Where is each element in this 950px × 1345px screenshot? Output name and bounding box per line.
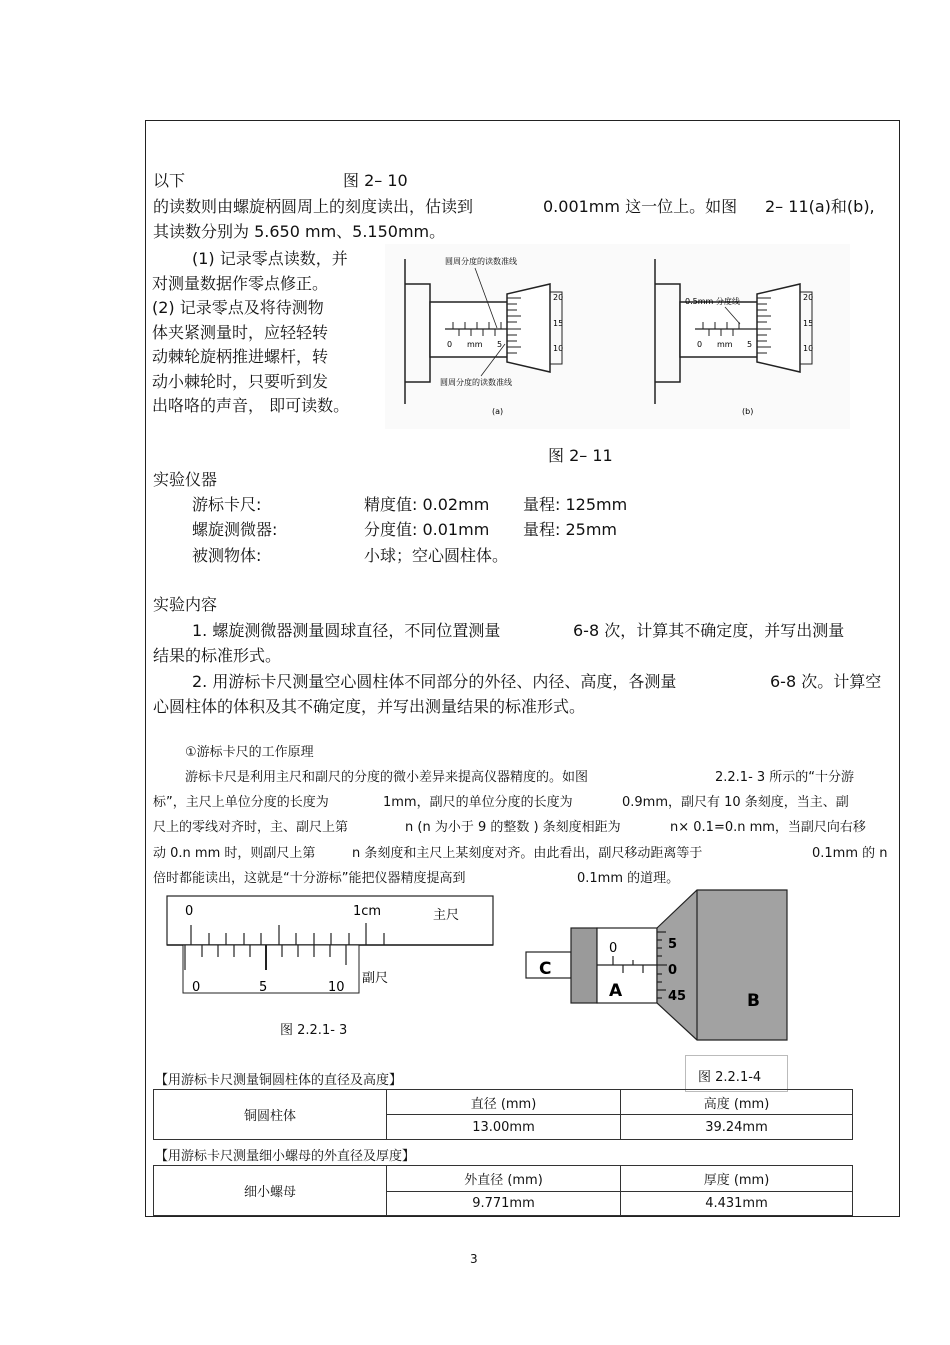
main-scale-label: 主尺 <box>433 908 460 923</box>
text-line: 结果的标准形式。 <box>153 646 282 665</box>
column-header: 外直径 (mm) <box>387 1166 621 1192</box>
label-B: B <box>747 991 760 1011</box>
text-line: 出咯咯的声音， 即可读数。 <box>152 396 350 415</box>
text-line: 1. 螺旋测微器测量圆球直径，不同位置测量 <box>192 621 501 640</box>
text-line: 6-8 次，计算其不确定度，并写出测量 <box>573 621 845 640</box>
text-line: 1mm，副尺的单位分度的长度为 <box>383 795 573 810</box>
instrument-name: 螺旋测微器: <box>192 520 278 539</box>
text-line: 对测量数据作零点修正。 <box>152 273 329 293</box>
text-line: 标”，主尺上单位分度的长度为 <box>153 795 329 810</box>
subsection-title: ①游标卡尺的工作原理 <box>185 745 314 760</box>
text-line: 2.2.1- 3 所示的“十分游 <box>715 770 855 785</box>
table-cell: 39.24mm <box>621 1115 853 1140</box>
figure-caption: 图 2.2.1-4 <box>698 1070 762 1085</box>
vernier-10-label: 10 <box>328 980 345 995</box>
instrument-name: 游标卡尺: <box>192 495 262 514</box>
text-line: 倍时都能读出，这就是“十分游标”能把仪器精度提高到 <box>153 871 466 886</box>
zero-label: 0 <box>609 941 618 956</box>
data-table-small-nut <box>153 1165 853 1216</box>
scale-label: 10 <box>553 344 564 353</box>
text-line: 动 0.n mm 时，则副尺上第 <box>153 846 316 861</box>
table-title: 【用游标卡尺测量铜圆柱体的直径及高度】 <box>155 1073 403 1088</box>
instrument-spec: 精度值: 0.02mm <box>364 495 490 514</box>
half-mm-line-label: 0.5mm 分度线 <box>685 297 740 306</box>
scale-label: 20 <box>553 293 564 302</box>
main-zero: 0 <box>447 340 453 349</box>
scale-label: 15 <box>553 319 564 328</box>
thimble-0-label: 0 <box>668 963 678 978</box>
text-line: 0.1mm 的 n <box>812 846 888 861</box>
data-table-copper-cylinder <box>153 1089 853 1140</box>
text-line: 2– 11(a)和(b), <box>765 197 875 216</box>
subfig-b-label: (b) <box>742 407 754 416</box>
table-cell: 13.00mm <box>387 1115 621 1140</box>
text-line: 的读数则由螺旋柄圆周上的刻度读出，估读到 <box>153 197 474 216</box>
text-line: 其读数分别为 5.650 mm、5.150mm。 <box>153 222 446 241</box>
main-five: 5 <box>747 340 753 349</box>
instrument-spec: 小球；空心圆柱体。 <box>364 546 509 565</box>
table-cell: 4.431mm <box>621 1192 853 1216</box>
main-zero-label: 0 <box>185 904 194 919</box>
figure-caption: 图 2.2.1- 3 <box>280 1023 348 1038</box>
scale-label: 15 <box>803 319 814 328</box>
instrument-range: 量程: 125mm <box>523 495 628 514</box>
text-line: 6-8 次。计算空 <box>770 672 882 691</box>
text-line: n 条刻度和主尺上某刻度对齐。由此看出，副尺移动距离等于 <box>352 846 703 861</box>
column-header: 直径 (mm) <box>387 1090 621 1115</box>
instrument-name: 被测物体: <box>192 546 262 565</box>
thimble-45-label: 45 <box>668 989 687 1004</box>
text-line: 动棘轮旋柄推进螺杆，转 <box>152 347 329 366</box>
vernier-figure <box>165 895 500 1000</box>
text-line: 0.001mm 这一位上。如图 <box>543 197 738 216</box>
vernier-0-label: 0 <box>192 980 201 995</box>
figure-caption: 图 2– 11 <box>548 446 613 465</box>
subfig-a-label: (a) <box>492 407 504 416</box>
text-line: 0.1mm 的道理。 <box>577 871 680 886</box>
left-paragraph <box>152 247 349 419</box>
cm-label: 1cm <box>353 904 382 919</box>
column-header: 高度 (mm) <box>621 1090 853 1115</box>
text-line: 尺上的零线对齐时，主、副尺上第 <box>153 820 349 835</box>
column-header: 厚度 (mm) <box>621 1166 853 1192</box>
text-line: (2) 记录零点及将待测物 <box>152 298 324 317</box>
text-line: 2. 用游标卡尺测量空心圆柱体不同部分的外径、内径、高度，各测量 <box>192 672 677 691</box>
text-line: (1) 记录零点读数，并 <box>192 249 348 268</box>
text-line: 0.9mm，副尺有 10 条刻度，当主、副 <box>622 795 849 810</box>
section-heading: 实验仪器 <box>153 470 218 489</box>
scale-label: 20 <box>803 293 814 302</box>
micrometer-figure-2-11 <box>385 244 850 429</box>
reading-line-label: 圆周分度的读数准线 <box>440 378 512 387</box>
vernier-scale-label: 副尺 <box>362 971 389 986</box>
vernier-5-label: 5 <box>259 980 268 995</box>
text-line: n× 0.1=0.n mm，当副尺向右移 <box>670 820 866 835</box>
row-label: 铜圆柱体 <box>154 1090 387 1140</box>
text-line: 体夹紧测量时，应轻轻转 <box>152 322 329 342</box>
page-number: 3 <box>470 1252 478 1266</box>
section-heading: 实验内容 <box>153 595 218 614</box>
thimble-5-label: 5 <box>668 937 678 952</box>
text-line: 动小棘轮时，只要听到发 <box>152 371 329 391</box>
instrument-spec: 分度值: 0.01mm <box>364 520 490 539</box>
reading-line-label: 圆周分度的读数准线 <box>445 257 517 266</box>
instrument-range: 量程: 25mm <box>523 520 618 539</box>
main-mm: mm <box>717 340 733 349</box>
row-label: 细小螺母 <box>154 1166 387 1216</box>
text-line: 心圆柱体的体积及其不确定度，并写出测量结果的标准形式。 <box>153 697 586 716</box>
main-zero: 0 <box>697 340 703 349</box>
table-title: 【用游标卡尺测量细小螺母的外直径及厚度】 <box>155 1149 416 1164</box>
label-C: C <box>539 959 552 979</box>
text-line: n (n 为小于 9 的整数 ) 条刻度相距为 <box>405 820 621 835</box>
label-A: A <box>609 981 623 1001</box>
text-line: 游标卡尺是利用主尺和副尺的分度的微小差异来提高仪器精度的。如图 <box>185 770 589 785</box>
scale-label: 10 <box>803 344 814 353</box>
main-five: 5 <box>497 340 503 349</box>
text-line: 以下 <box>153 171 186 190</box>
micrometer-figure-2-2-1-4 <box>525 860 865 1050</box>
main-mm: mm <box>467 340 483 349</box>
text-line: 图 2– 10 <box>343 171 408 190</box>
table-cell: 9.771mm <box>387 1192 621 1216</box>
figure-caption-box <box>685 1055 788 1092</box>
